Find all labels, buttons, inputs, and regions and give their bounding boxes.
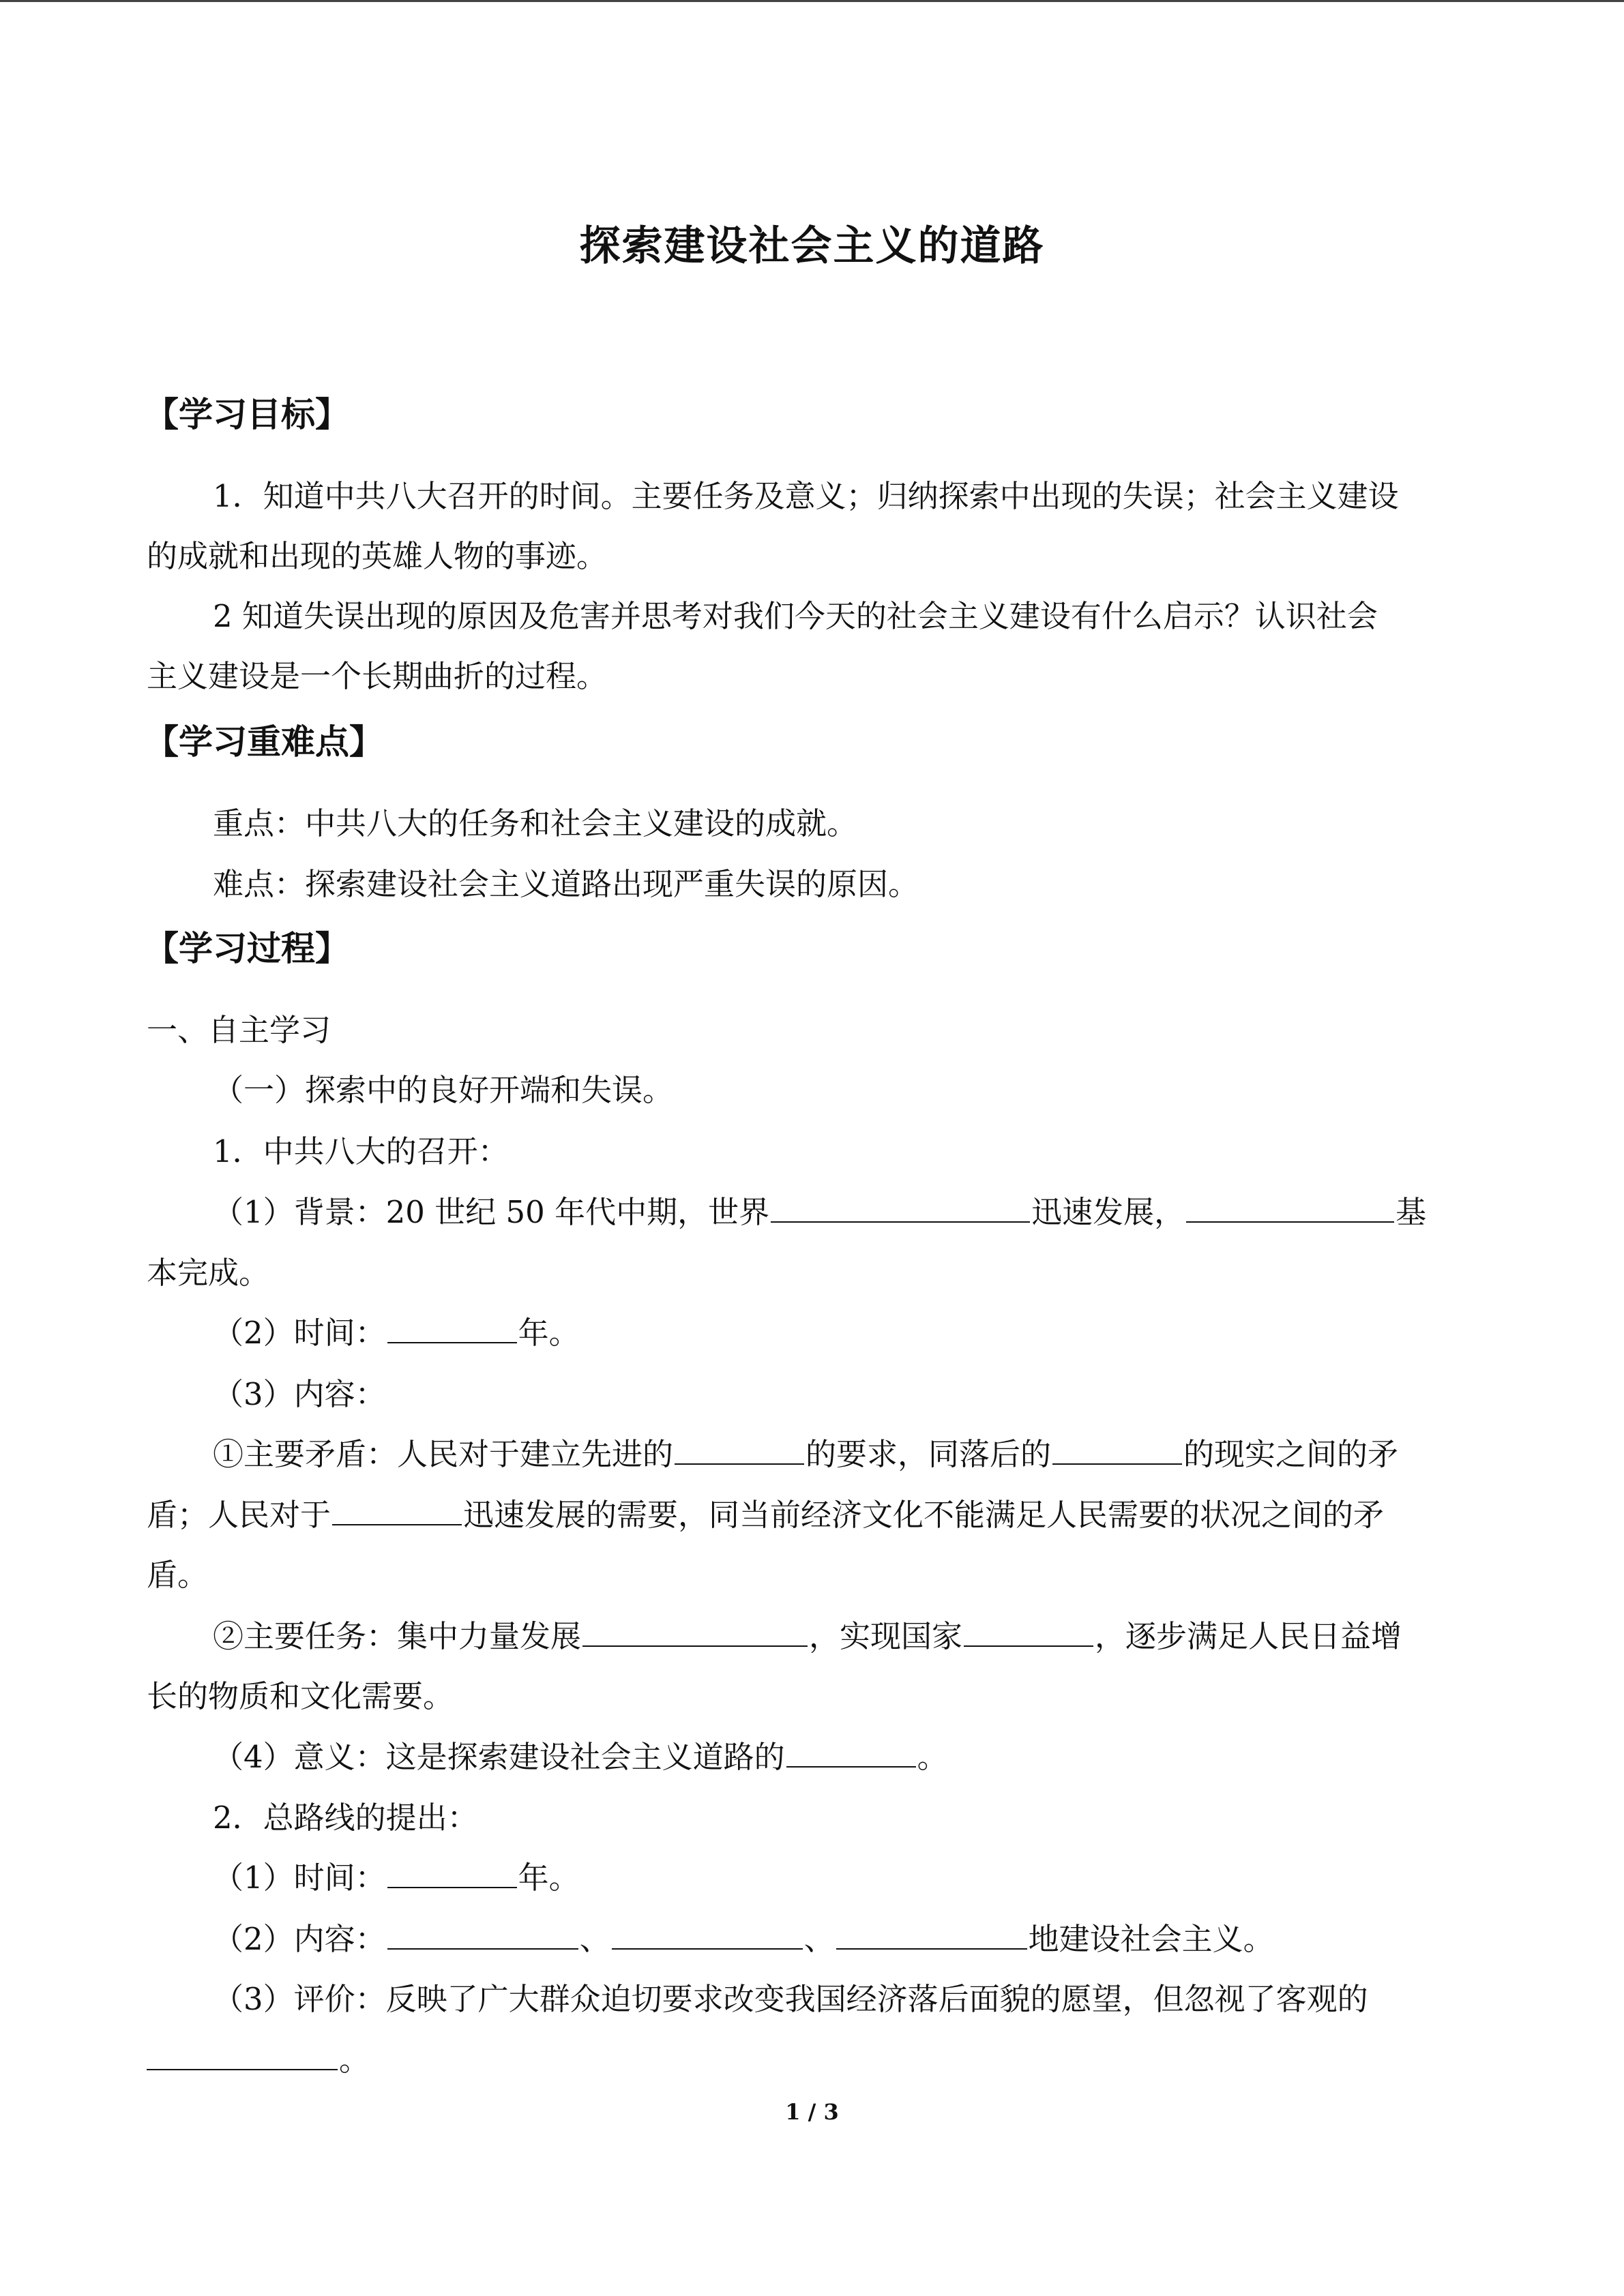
line-content-2	[213, 1919, 1274, 1960]
goal-2-line-2: 主义建设是一个长期曲折的过程。	[147, 658, 608, 694]
text-segment: 迅速发展，	[1031, 1194, 1185, 1230]
significance-line	[213, 1737, 948, 1778]
part-1-heading: 一、自主学习	[147, 1012, 331, 1048]
page-title: 探索建设社会主义的道路	[579, 222, 1045, 270]
text-segment: ，实现国家	[809, 1618, 963, 1654]
text-segment: 地建设社会主义。	[1028, 1921, 1274, 1957]
fill-blank[interactable]	[332, 1497, 462, 1525]
text-segment: （2）内容：	[213, 1921, 386, 1957]
fill-blank[interactable]	[1186, 1194, 1394, 1223]
key-focus: 重点：中共八大的任务和社会主义建设的成就。	[213, 805, 858, 841]
fill-blank[interactable]	[964, 1618, 1093, 1647]
fill-blank[interactable]	[836, 1921, 1027, 1950]
text-segment: 盾；人民对于	[147, 1497, 331, 1533]
fill-blank[interactable]	[147, 2042, 338, 2070]
fill-blank[interactable]	[582, 1618, 808, 1647]
fill-blank[interactable]	[387, 1315, 517, 1343]
content-heading: （3）内容：	[213, 1376, 386, 1412]
text-segment: ，逐步满足人民日益增	[1095, 1618, 1402, 1654]
text-segment: 的现实之间的矛	[1183, 1436, 1399, 1472]
contradiction-line-1	[213, 1434, 1398, 1475]
fill-blank[interactable]	[675, 1436, 804, 1465]
evaluation-line-1: （3）评价：反映了广大群众迫切要求改变我国经济落后面貌的愿望，但忽视了客观的	[213, 1981, 1368, 2017]
background-line	[213, 1192, 1426, 1233]
line-time-2	[213, 1858, 580, 1898]
section-heading-goals: 【学习目标】	[145, 395, 349, 434]
background-label: （1）背景：20 世纪 50 年代中期，世界	[213, 1194, 770, 1230]
task-line-1	[213, 1616, 1402, 1657]
fill-blank[interactable]	[387, 1921, 578, 1950]
section-heading-process: 【学习过程】	[145, 929, 349, 968]
goal-2-line-1: 2 知道失误出现的原因及危害并思考对我们今天的社会主义建设有什么启示？认识社会	[213, 598, 1378, 634]
text-segment: ①主要矛盾：人民对于建立先进的	[213, 1436, 674, 1472]
fill-blank[interactable]	[771, 1194, 1030, 1223]
text-segment: 年。	[518, 1315, 580, 1351]
text-segment: 的要求，同落后的	[806, 1436, 1052, 1472]
subsection-1: （一）探索中的良好开端和失误。	[213, 1072, 674, 1108]
fill-blank[interactable]	[786, 1739, 916, 1768]
key-difficulty: 难点：探索建设社会主义道路出现严重失误的原因。	[213, 866, 919, 902]
item-2-heading: 2．总路线的提出：	[213, 1800, 478, 1836]
contradiction-line-3: 盾。	[147, 1557, 209, 1593]
goal-1-line-2: 的成就和出现的英雄人物的事迹。	[147, 538, 608, 574]
time-label: （1）时间：	[213, 1860, 386, 1896]
fill-blank[interactable]	[612, 1921, 803, 1950]
goal-1-line-1: 1．知道中共八大召开的时间。主要任务及意义；归纳探索中出现的失误；社会主义建设	[213, 478, 1399, 514]
text-segment: 年。	[518, 1860, 580, 1896]
text-segment: 、	[803, 1921, 835, 1957]
contradiction-line-2	[147, 1495, 1384, 1536]
text-segment: 基	[1396, 1194, 1427, 1230]
text-segment: 、	[579, 1921, 610, 1957]
task-line-2: 长的物质和文化需要。	[147, 1678, 454, 1714]
section-heading-key-points: 【学习重难点】	[145, 722, 383, 762]
evaluation-line-2	[147, 2040, 370, 2081]
time-label: （2）时间：	[213, 1315, 386, 1351]
item-1-heading: 1．中共八大的召开：	[213, 1133, 509, 1169]
text-segment: ②主要任务：集中力量发展	[213, 1618, 582, 1654]
time-line	[213, 1313, 580, 1354]
fill-blank[interactable]	[387, 1860, 517, 1888]
background-line-2: 本完成。	[147, 1255, 270, 1291]
fill-blank[interactable]	[1052, 1436, 1182, 1465]
text-segment: 。	[339, 2042, 370, 2078]
text-segment: 迅速发展的需要，同当前经济文化不能满足人民需要的状况之间的矛	[463, 1497, 1385, 1533]
text-segment: （4）意义：这是探索建设社会主义道路的	[213, 1739, 785, 1775]
page-number: 1 / 3	[785, 2099, 839, 2125]
text-segment: 。	[917, 1739, 948, 1775]
